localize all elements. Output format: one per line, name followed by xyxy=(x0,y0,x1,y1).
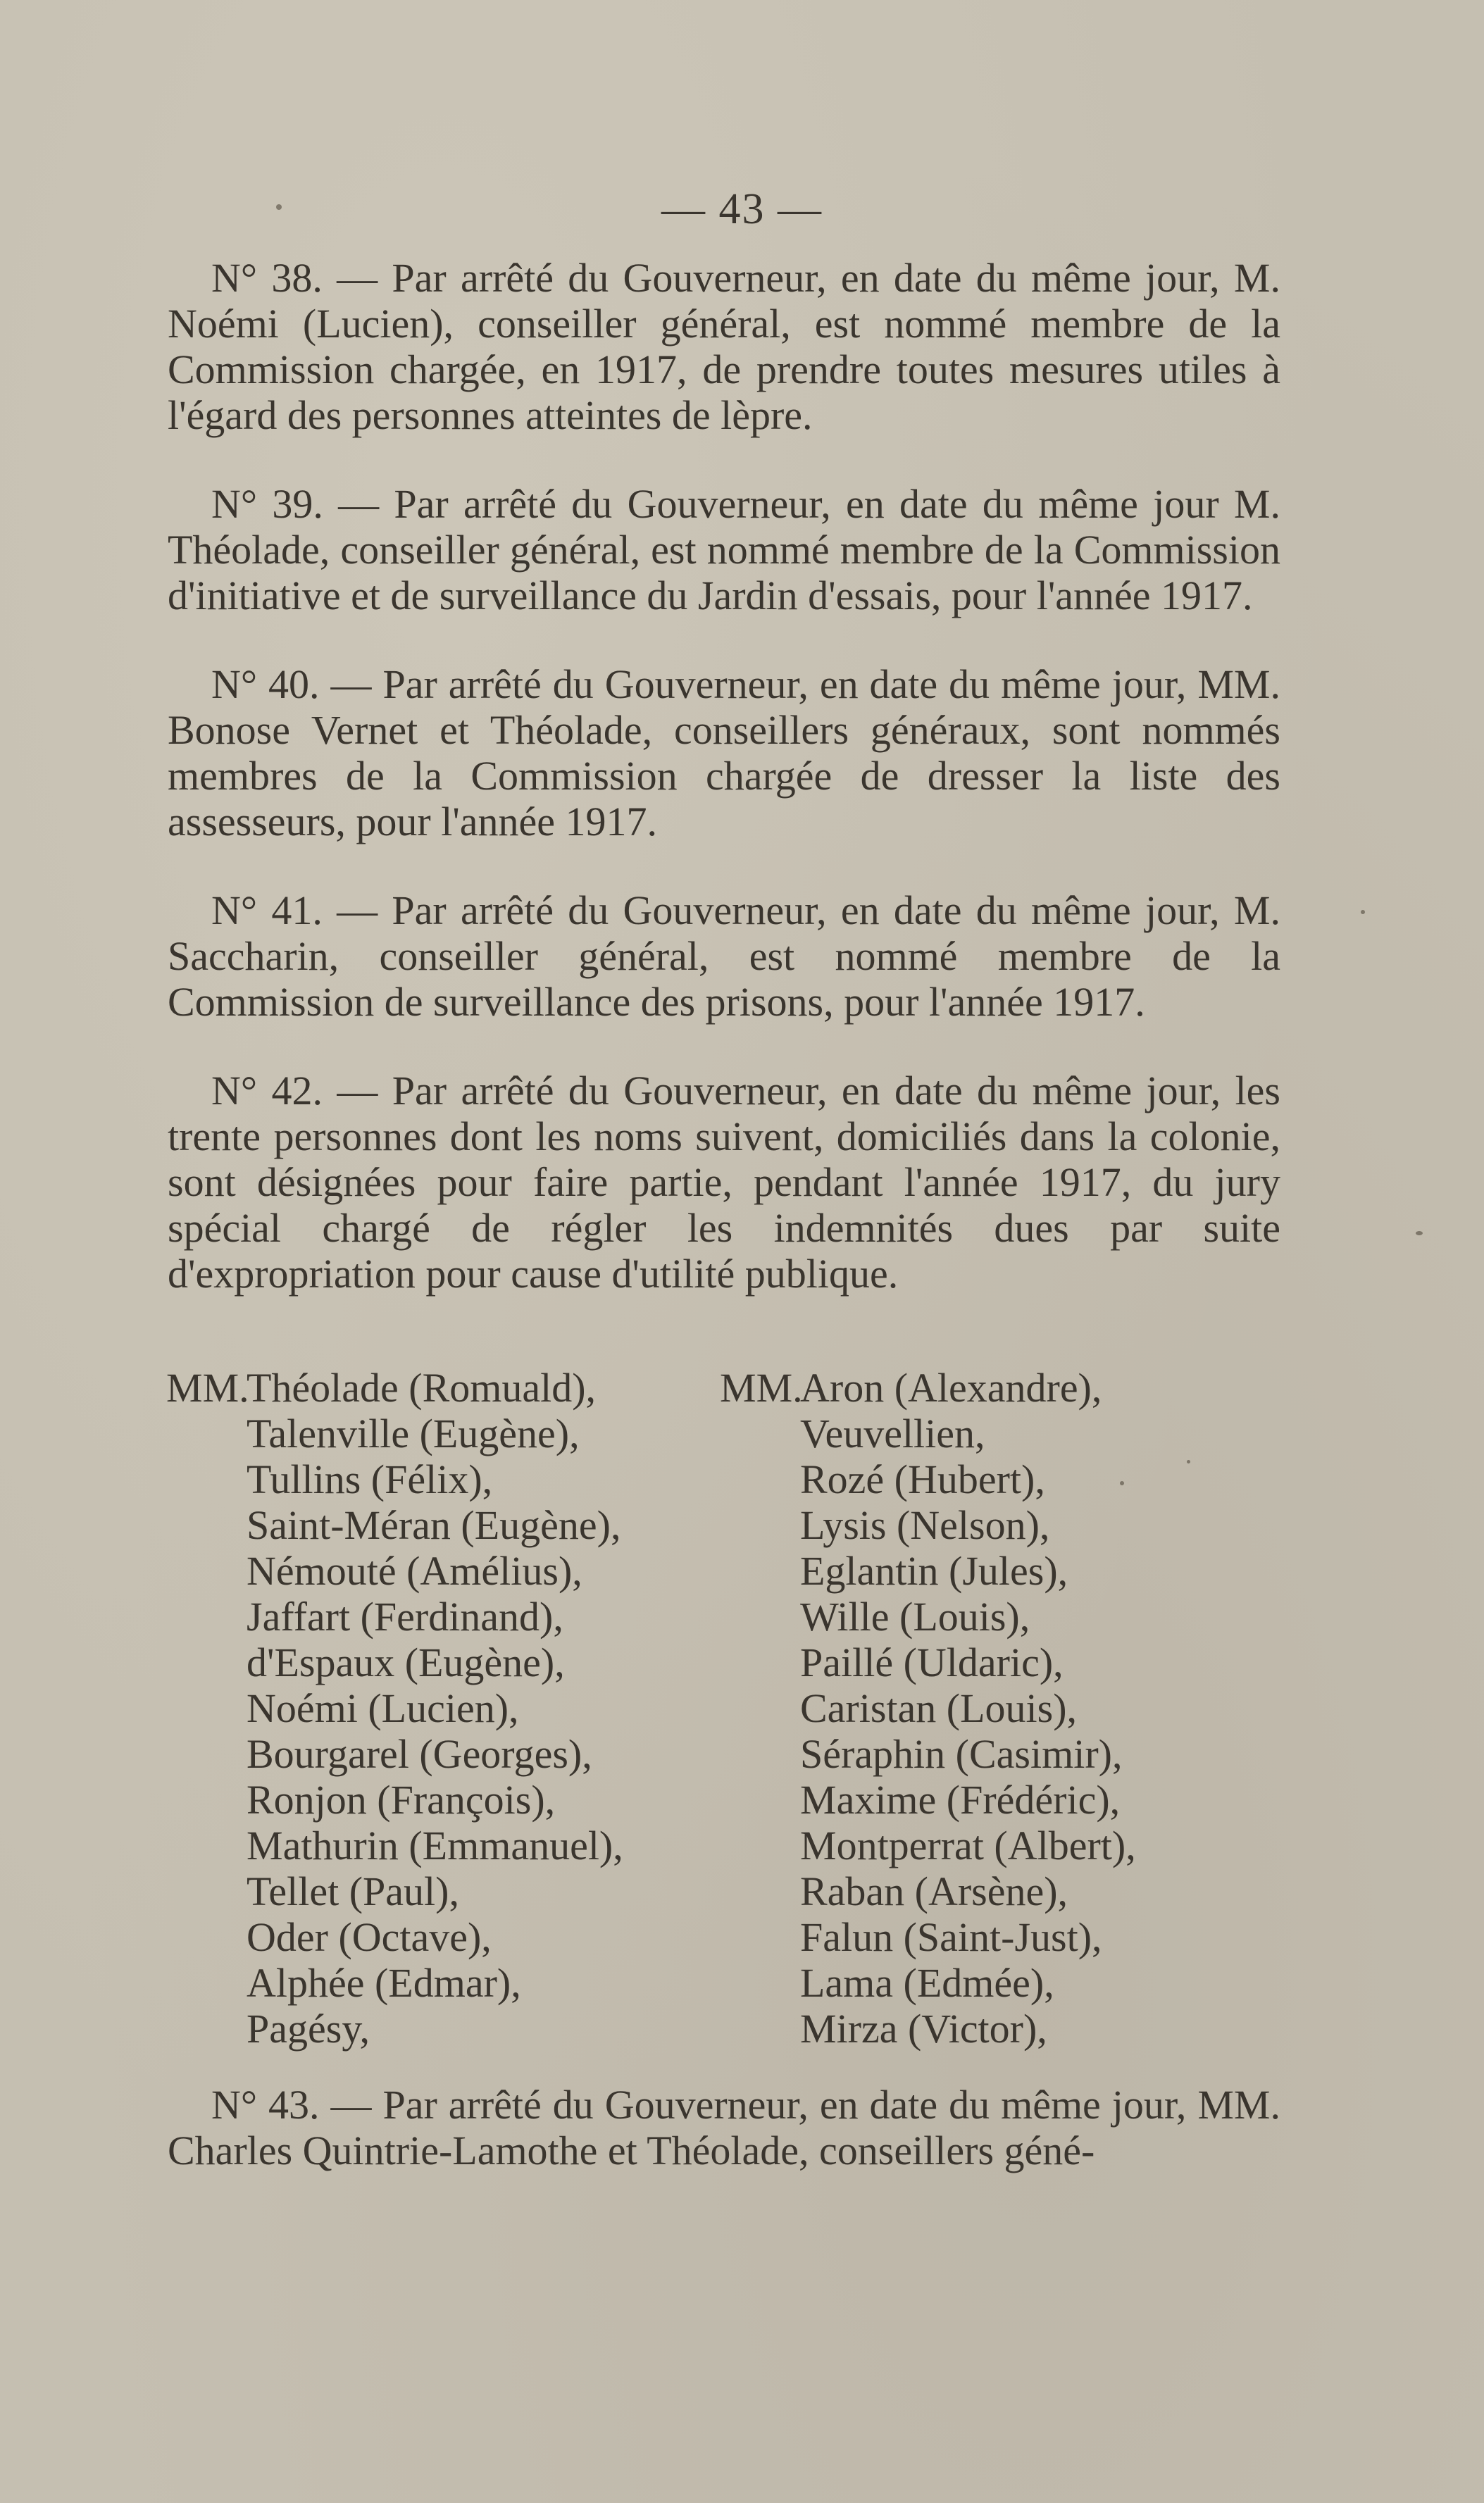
paragraph-38: N° 38. — Par arrêté du Gouverneur, en date du même jour, M. Noémi (Lucien), conseiller général, est nommé membre de la Commission chargée, en 1917, de prendre toutes mesures utiles à l'égard des personnes atteintes de lèpre. xyxy=(168,255,1280,438)
person-name: Eglantin (Jules), xyxy=(800,1548,1068,1594)
person-name: Saint-Méran (Eugène), xyxy=(247,1502,621,1548)
person-name: d'Espaux (Eugène), xyxy=(247,1640,565,1685)
name-row xyxy=(720,1823,1283,1868)
person-name: Caristan (Louis), xyxy=(800,1685,1078,1731)
person-name: Mathurin (Emmanuel), xyxy=(247,1823,623,1868)
name-row xyxy=(166,1456,730,1502)
person-name: Maxime (Frédéric), xyxy=(800,1777,1121,1823)
paper-speck xyxy=(276,204,282,210)
person-name: Séraphin (Casimir), xyxy=(800,1731,1123,1777)
name-row xyxy=(166,1685,730,1731)
paragraph-40: N° 40. — Par arrêté du Gouverneur, en date du même jour, MM. Bonose Vernet et Théolade, conseillers généraux, sont nommés membres de la Commission chargée de dresser la liste des assesseurs, pour l'année 1917. xyxy=(168,661,1280,844)
person-name: Pagésy, xyxy=(247,2006,370,2052)
person-name: Némouté (Amélius), xyxy=(247,1548,582,1594)
name-row xyxy=(166,1502,730,1548)
name-row xyxy=(166,1548,730,1594)
body-text xyxy=(168,255,1280,1340)
person-name: Aron (Alexandre), xyxy=(800,1365,1102,1411)
person-name: Falun (Saint-Just), xyxy=(800,1914,1102,1960)
name-row xyxy=(166,1731,730,1777)
name-row xyxy=(720,1640,1283,1685)
name-row xyxy=(166,1640,730,1685)
person-name: Raban (Arsène), xyxy=(800,1868,1068,1914)
person-name: Paillé (Uldaric), xyxy=(800,1640,1064,1685)
name-row xyxy=(720,2006,1283,2052)
person-name: Montperrat (Albert), xyxy=(800,1823,1136,1868)
name-row xyxy=(166,1777,730,1823)
person-name: Rozé (Hubert), xyxy=(800,1456,1045,1502)
name-row xyxy=(166,1594,730,1640)
name-row xyxy=(720,1914,1283,1960)
name-row xyxy=(166,1823,730,1868)
name-row xyxy=(166,1960,730,2006)
person-name: Talenville (Eugène), xyxy=(247,1411,580,1456)
name-row xyxy=(166,1914,730,1960)
name-row xyxy=(720,1594,1283,1640)
paper-speck xyxy=(1361,910,1365,914)
person-name: Tullins (Félix), xyxy=(247,1456,493,1502)
person-name: Oder (Octave), xyxy=(247,1914,492,1960)
person-name: Théolade (Romuald), xyxy=(247,1365,597,1411)
person-name: Noémi (Lucien), xyxy=(247,1685,519,1731)
name-row xyxy=(720,1411,1283,1456)
person-name: Tellet (Paul), xyxy=(247,1868,459,1914)
names-column-left xyxy=(166,1365,730,2052)
paragraph-41: N° 41. — Par arrêté du Gouverneur, en date du même jour, M. Saccharin, conseiller général, est nommé membre de la Commission de surveillance des prisons, pour l'année 1917. xyxy=(168,887,1280,1025)
name-row xyxy=(720,1777,1283,1823)
name-row xyxy=(166,1868,730,1914)
name-row xyxy=(166,1411,730,1456)
person-name: Alphée (Edmar), xyxy=(247,1960,521,2006)
person-name: Wille (Louis), xyxy=(800,1594,1030,1640)
names-prefix: MM. xyxy=(720,1365,803,1411)
person-name: Mirza (Victor), xyxy=(800,2006,1047,2052)
person-name: Lysis (Nelson), xyxy=(800,1502,1050,1548)
names-prefix: MM. xyxy=(166,1365,249,1411)
body-text-continued xyxy=(168,2082,1280,2216)
paragraph-39: N° 39. — Par arrêté du Gouverneur, en date du même jour M. Théolade, conseiller général, est nommé membre de la Commission d'initiative et de surveillance du Jardin d'essais, pour l'année 1917. xyxy=(168,481,1280,618)
person-name: Lama (Edmée), xyxy=(800,1960,1054,2006)
paragraph-42: N° 42. — Par arrêté du Gouverneur, en date du même jour, les trente personnes dont les noms suivent, domiciliés dans la colonie, sont désignées pour faire partie, pendant l'année 1917, du jury spécial chargé de régler les indemnités dues par suite d'expropriation pour cause d'utilité publique. xyxy=(168,1068,1280,1297)
person-name: Veuvellien, xyxy=(800,1411,985,1456)
name-row xyxy=(720,1456,1283,1502)
name-row xyxy=(720,1685,1283,1731)
name-row xyxy=(720,1868,1283,1914)
page-number: — 43 — xyxy=(661,185,823,233)
name-row xyxy=(166,2006,730,2052)
name-row xyxy=(720,1502,1283,1548)
paragraph-43: N° 43. — Par arrêté du Gouverneur, en date du même jour, MM. Charles Quintrie-Lamothe et Théolade, conseillers géné- xyxy=(168,2082,1280,2173)
name-row xyxy=(720,1960,1283,2006)
names-column-right xyxy=(720,1365,1283,2052)
person-name: Jaffart (Ferdinand), xyxy=(247,1594,563,1640)
person-name: Bourgarel (Georges), xyxy=(247,1731,592,1777)
paper-speck xyxy=(1187,1460,1190,1463)
name-row xyxy=(166,1365,730,1411)
paper-speck xyxy=(1416,1231,1423,1235)
name-row xyxy=(720,1365,1283,1411)
name-row xyxy=(720,1548,1283,1594)
paper-speck xyxy=(1120,1481,1124,1485)
person-name: Ronjon (François), xyxy=(247,1777,556,1823)
name-row xyxy=(720,1731,1283,1777)
